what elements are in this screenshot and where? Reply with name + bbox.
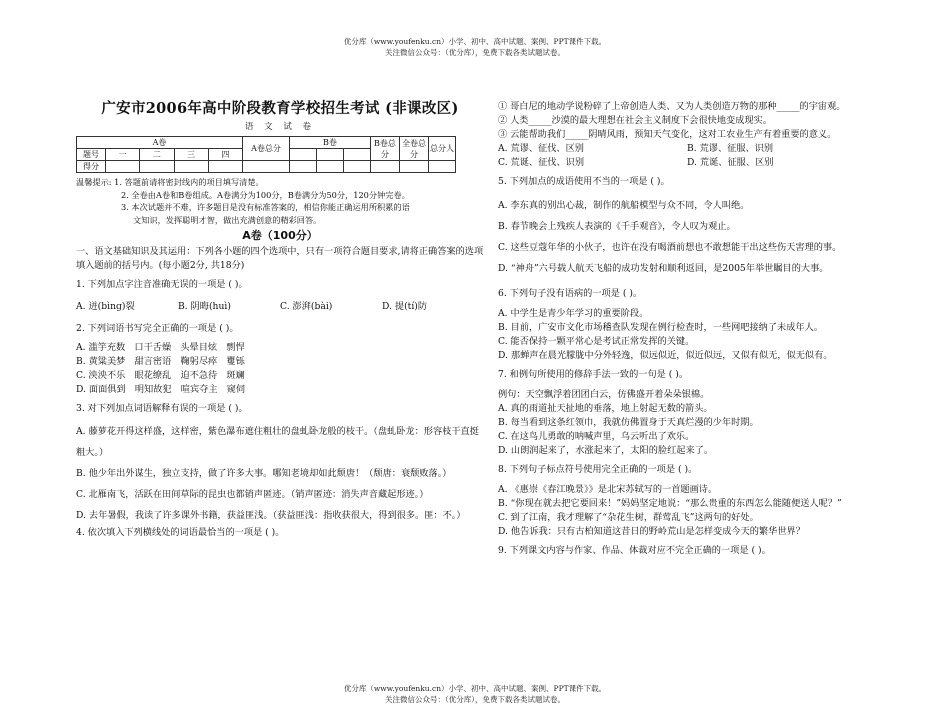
q1-options — [76, 300, 484, 314]
score-table — [76, 136, 456, 173]
q4-option-b: B. 荒谬、征服、识别 — [687, 143, 774, 154]
q2-option-a: A. 滥竽充数 口干舌燥 头晕目炫 剽悍 — [76, 342, 245, 353]
col-4: 四 — [208, 149, 242, 161]
q4-stem: 4. 依次填入下列横线处的词语最恰当的一项是 ( )。 — [76, 527, 285, 538]
note-2: 2. 全卷由A卷和B卷组成。A卷满分为100分，B卷满分为50分，120分钟完卷。 — [121, 189, 410, 200]
b-total: B卷总分 — [371, 137, 400, 161]
question-5 — [498, 175, 876, 279]
note-1: 温馨提示: 1. 答题前请将密封线内的项目填写清楚。 — [76, 177, 264, 187]
q6-option-c: C. 能否保持一颗平常心是考试正常发挥的关键。 — [498, 336, 695, 347]
q4-options-row-1 — [498, 142, 876, 156]
q3-stem: 3. 对下列加点词语解释有误的一项是 ( )。 — [76, 403, 248, 414]
q7-option-c: C. 在这鸟儿勇敢的呐喊声里，乌云听出了欢乐。 — [498, 431, 695, 442]
q6-option-a: A. 中学生是青少年学习的重要阶段。 — [498, 308, 649, 319]
section-a-heading: A卷（100分） — [242, 229, 318, 242]
banner-line-2: 关注微信公众号：（优分库），免费下载各类试题试卷。 — [385, 48, 565, 57]
exam-title: 广安市2006年高中阶段教育学校招生考试 (非课改区) — [101, 100, 459, 117]
left-column — [76, 100, 484, 540]
question-2 — [76, 322, 484, 397]
q4-options-row-2 — [498, 156, 876, 170]
q7-option-b: B. 每当看到这条红领巾，我就仿佛置身于天真烂漫的少年时期。 — [498, 417, 759, 428]
q8-option-d: D. 他告诉我：只有古柏知道这昔日的野岭荒山是怎样变成今天的繁华世界？ — [498, 526, 805, 537]
q4-option-a: A. 荒谬、征伐、区别 — [498, 143, 584, 154]
question-8 — [498, 463, 876, 539]
q1-stem: 1. 下列加点字注音准确无误的一项是 ( )。 — [76, 279, 248, 290]
col-3: 三 — [174, 149, 208, 161]
full-total: 全卷总分 — [400, 137, 429, 161]
notes — [76, 176, 484, 226]
q2-stem: 2. 下列词语书写完全正确的一项是 ( )。 — [76, 323, 239, 334]
q2-option-c: C. 泱泱不乐 眼花缭乱 迫不急待 斑斓 — [76, 370, 245, 381]
q4-line-1: ① 哥白尼的地动学说粉碎了上帝创造人类、又为人类创造万物的那种_____的宇宙观。 — [498, 101, 846, 112]
q5-option-d: D. “神舟”六号载人航天飞船的成功发射和顺利返回，是2005年举世瞩目的大事。 — [498, 263, 829, 274]
q1-option-c: C. 澎湃(bài) — [280, 301, 333, 312]
qnum-label: 题号 — [77, 149, 106, 161]
banner-line-1: 优分库（www.youfenku.cn）小学、初中、高中试题、案例、PPT课件下载。 — [343, 37, 607, 46]
scorer: 总分人 — [429, 137, 456, 161]
q1-option-a: A. 迸(bìng)裂 — [76, 301, 135, 312]
q2-option-b: B. 黄粱美梦 甜言密语 鞠躬尽瘁 矍铄 — [76, 356, 245, 367]
footer-line-2: 关注微信公众号：（优分库），免费下载各类试题试卷。 — [385, 695, 565, 704]
q3-option-c: C. 北雁南飞，活跃在田间草际的昆虫也都销声匿迹。（销声匿迹：消失声音藏起形迹。） — [76, 489, 429, 500]
q8-option-a: A. 《惠崇《春江晚景》》是北宋苏轼写的一首题画诗。 — [498, 484, 718, 495]
q7-option-a: A. 真的雨道扯天扯地的垂落，地上射起无数的箭头。 — [498, 403, 713, 414]
question-7 — [498, 368, 876, 458]
q6-stem: 6. 下列句子没有语病的一项是 ( )。 — [498, 288, 643, 299]
footer-banner — [0, 683, 950, 705]
q1-option-b: B. 阴晦(huì) — [178, 301, 231, 312]
a-label: A卷 — [77, 137, 243, 149]
q6-option-b: B. 目前，广安市文化市场稽查队发现在例行检查时，一些网吧接纳了未成年人。 — [498, 322, 823, 333]
question-6 — [498, 287, 876, 363]
footer-line-1: 优分库（www.youfenku.cn）小学、初中、高中试题、案例、PPT课件下载。 — [343, 684, 607, 693]
q1-option-d: D. 提(tí)防 — [382, 301, 428, 312]
a-total: A卷总分 — [243, 137, 290, 161]
q8-option-b: B. “你现在就去把它要回来！”妈妈坚定地说：“那么贵重的东西怎么能随便送人呢？” — [498, 498, 842, 509]
q5-option-c: C. 这些豆蔻年华的小伙子，也许在没有喝酒前想也不敢想能干出这些伤天害理的事。 — [498, 242, 842, 253]
q8-stem: 8. 下列句子标点符号使用完全正确的一项是 ( )。 — [498, 464, 698, 475]
q3-option-d: D. 去年暑假，我读了许多课外书籍，获益匪浅。（获益匪浅：指收获很大，得到很多。匪：不。） — [76, 510, 466, 521]
q9-stem: 9. 下列课文内容与作家、作品、体裁对应不完全正确的一项是 ( )。 — [498, 545, 771, 556]
q6-option-d: D. 那蝉声在晨光朦胧中分外轻逸，似远似近，似近似远，又似有似无，似无似有。 — [498, 350, 833, 361]
col-1: 一 — [106, 149, 140, 161]
score-label: 得分 — [77, 161, 106, 173]
q5-option-a: A. 李东真的别出心裁，制作的航船模型与众不同，令人叫绝。 — [498, 200, 750, 211]
header-banner — [0, 36, 950, 58]
exam-subtitle: 语 文 试 卷 — [244, 122, 316, 132]
q5-option-b: B. 春节晚会上残疾人表演的《千手观音》，令人叹为观止。 — [498, 221, 736, 232]
note-4: 文知识，发挥聪明才智，做出充满创意的精彩回答。 — [133, 214, 322, 225]
col-2: 二 — [140, 149, 174, 161]
question-3 — [76, 402, 484, 526]
q2-option-d: D. 面面俱到 明知故犯 喧宾夺主 窥伺 — [76, 384, 246, 395]
q7-example: 例句：天空飘浮着团团白云，仿佛盛开着朵朵银棉。 — [498, 389, 710, 400]
b-label: B卷 — [290, 137, 371, 149]
q7-stem: 7. 和例句所使用的修辞手法一致的一句是 ( )。 — [498, 369, 689, 380]
q4-option-d: D. 荒诞、征服、区别 — [687, 157, 774, 168]
q4-line-2: ② 人类_____沙漠的最大理想在社会主义制度下会很快地变成现实。 — [498, 115, 772, 126]
q7-option-d: D. 山朗润起来了，水涨起来了，太阳的脸红起来了。 — [498, 445, 714, 456]
q4-option-c: C. 荒诞、征伐、识别 — [498, 157, 585, 168]
question-1 — [76, 278, 484, 314]
note-3: 3. 本次试题并不难，许多题目是没有标准答案的，相信你能正确运用所积累的语 — [121, 202, 410, 212]
q4-line-3: ③ 云能帮助我们_____阴晴风雨，预知天气变化，这对工农业生产有着重要的意义。 — [498, 129, 837, 140]
q3-option-b: B. 他少年出外谋生，独立支持，做了许多大事。哪知老境却如此颓唐！（颓唐：衰颓败落。） — [76, 468, 452, 479]
right-column — [498, 100, 876, 558]
q3-option-a: A. 藤萝花开得这样盛，这样密，紫色瀑布遮住粗壮的盘虬卧龙般的枝干。（盘虬卧龙：形容枝干直挺粗大。） — [76, 426, 479, 458]
q8-option-c: C. 到了江南，我才理解了“杂花生树，群莺乱飞”这两句的好处。 — [498, 512, 759, 523]
section-intro: 一、语文基础知识及其运用：下列各小题的四个选项中，只有一项符合题目要求,请将正确答案的选项填入题前的括号内。(每小题2分, 共18分) — [76, 246, 484, 271]
q5-stem: 5. 下列加点的成语使用不当的一项是 ( )。 — [498, 176, 670, 187]
